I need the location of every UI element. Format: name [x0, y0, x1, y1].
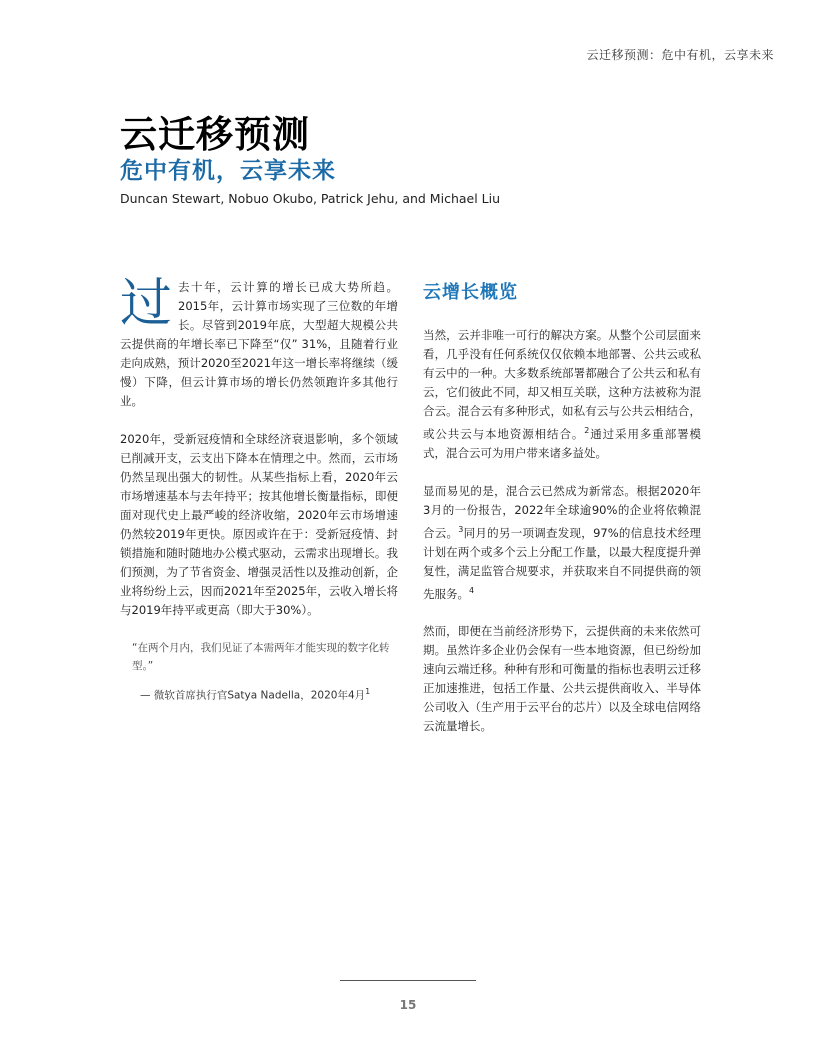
quote-text: “在两个月内，我们见证了本需两年才能实现的数字化转型。”: [132, 642, 390, 672]
new-normal-text-a: 显而易见的是，混合云已然成为新常态。根据2020年3月的一份报告，2022年全球逾90%的企业将依赖混合云。: [423, 483, 701, 540]
page-subtitle: 危中有机，云享未来: [120, 158, 336, 184]
outlook-paragraph: 然而，即便在当前经济形势下，云提供商的未来依然可期。虽然许多企业仍会保有一些本地资源，但已纷纷加速向云端迁移。种种有形和可衡量的指标也表明云迁移正加速推进，包括工作量、公共云提供商收入、半导体公司收入（生产用于云平台的芯片）以及全球电信网络云流量增长。: [423, 624, 701, 734]
running-header: 云迁移预测：危中有机，云享未来: [586, 48, 774, 62]
body-paragraph-2020: 2020年，受新冠疫情和全球经济衰退影响，多个领域已削减开支，云支出下降本在情理之中。然而，云市场仍然呈现出强大的韧性。从某些指标上看，2020年云市场增速基本与去年持平；按其他增长衡量指标，即便面对现代史上最严峻的经济收缩，2020年云市场增速仍然较2019年更快。原因或许在于：受新冠疫情、封锁措施和随时随地办公模式驱动，云需求出现增长。我们预测，为了节省资金、增强灵活性以及推动创新，企业将纷纷上云，因而2021年至2025年，云收入增长将与2019年持平或更高（即大于30%）。: [120, 432, 398, 617]
footnote-ref-1[interactable]: 1: [365, 687, 371, 696]
quote-attribution-text: — 微软首席执行官Satya Nadella，2020年4月: [140, 689, 366, 702]
drop-cap: 过: [120, 274, 173, 334]
footnote-ref-3[interactable]: 3: [458, 524, 464, 534]
quote-attribution: [132, 683, 398, 705]
intro-paragraph-text: 去十年，云计算的增长已成大势所趋。2015年，云计算市场实现了三位数的年增长。尽管到2019年底，大型超大规模公共云提供商的年增长率已下降至“仅” 31%，且随着行业走向成熟，预计2020至2021年这一增长率将继续（缓慢）下降，但云计算市场的增长仍然领跑许多其他行业。: [120, 280, 398, 408]
footnote-ref-2[interactable]: 2: [584, 426, 590, 435]
authors-line: Duncan Stewart, Nobuo Okubo, Patrick Jehu, and Michael Liu: [120, 191, 501, 206]
left-column: [120, 274, 398, 705]
intro-paragraph: [120, 274, 398, 411]
footnote-ref-4[interactable]: 4: [469, 585, 475, 595]
hybrid-cloud-paragraph: [423, 326, 701, 463]
right-column: [423, 278, 701, 755]
page-title: 云迁移预测: [120, 113, 310, 156]
new-normal-text-b: 同月的另一项调查发现，97%的信息技术经理计划在两个或多个云上分配工作量，以最大程度提升弹复性，满足监管合规要求，并获取来自不同提供商的领先服务。: [423, 525, 701, 601]
hybrid-cloud-text: 当然，云并非唯一可行的解决方案。从整个公司层面来看，几乎没有任何系统仅仅依赖本地部署、公共云或私有云中的一种。大多数系统部署都融合了公共云和私有云，它们彼此不同，却又相互关联，这种方法被称为混合云。混合云有多种形式，如私有云与公共云相结合，或公共云与本地资源相结合。: [423, 328, 701, 441]
page-number: 15: [399, 998, 417, 1012]
pull-quote: [120, 639, 398, 705]
hybrid-cloud-tail: 通过采用多重部署模式，混合云可为用户带来诸多益处。: [423, 426, 702, 460]
section-heading: 云增长概览: [423, 282, 518, 303]
new-normal-paragraph: [423, 482, 701, 604]
footer-divider: [340, 980, 476, 981]
